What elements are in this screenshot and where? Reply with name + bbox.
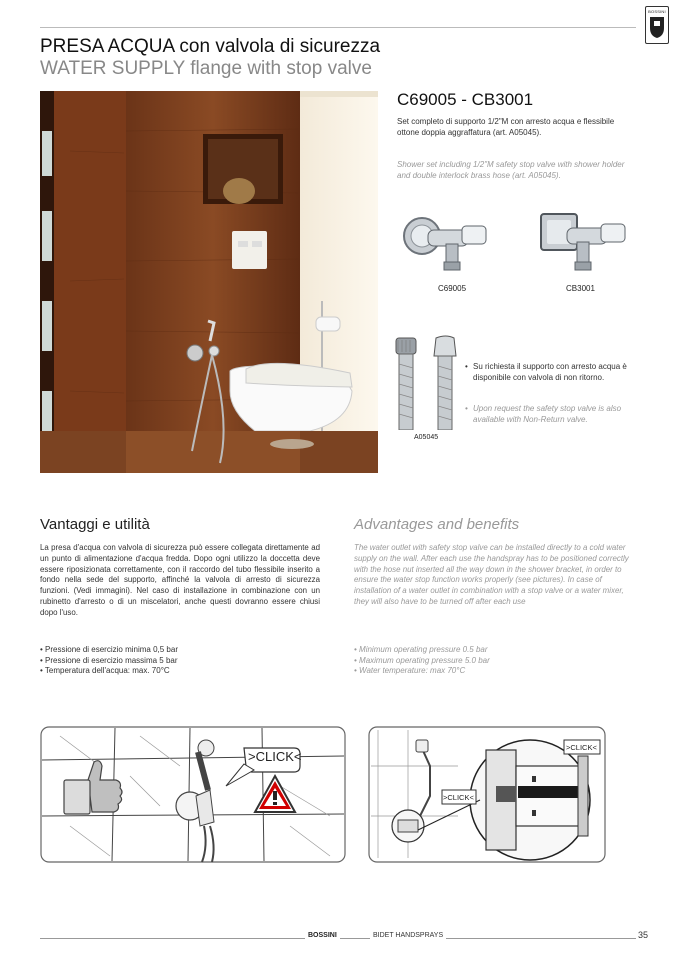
title-it-bold: PRESA ACQUA: [40, 36, 175, 57]
product-c69005-image: [398, 208, 498, 278]
note-english: • Upon request the safety stop valve is also available with Non-Return valve.: [465, 404, 622, 424]
list-item: • Pressione di esercizio minima 0,5 bar: [40, 645, 178, 654]
advantages-body-italian: La presa d'acqua con valvola di sicurezza può essere collegata direttamente ad un punto di alimentazione d'acqua fredda. Dopo ogni utilizzo la doccetta deve essere riposizionata correttamente, con il raccordo del tubo flessibile inserito a fondo nella sede del supporto, affinché la valvola di arresto di sicurezza funzioni. (Vedi immagini). Nel caso di installazione in combinazione con un rubinetto d'arresto o di un miscelatori, anche questi dovranno essere chiusi dopo l'uso.: [40, 543, 320, 617]
list-item: • Water temperature: max 70°C: [354, 666, 466, 675]
click-label-3: >CLICK<: [443, 793, 474, 802]
logo-text: BOSSINI: [648, 9, 666, 14]
brand-logo: [645, 6, 669, 44]
product-cb3001-label: CB3001: [566, 284, 595, 293]
list-item: • Maximum operating pressure 5.0 bar: [354, 655, 490, 665]
product-cb3001-image: [535, 206, 635, 278]
list-item: • Pressione di esercizio massima 5 bar: [40, 655, 178, 665]
click-label-2: >CLICK<: [566, 743, 597, 752]
footer-brand: BOSSINI: [305, 932, 340, 939]
installation-illustration-1: [40, 726, 346, 863]
installation-illustration-2: [368, 726, 606, 863]
bathroom-photo: [40, 91, 378, 473]
list-item: • Minimum operating pressure 0.5 bar: [354, 645, 488, 654]
header-rule: [40, 27, 636, 28]
advantages-heading-italian: Vantaggi e utilità: [40, 516, 150, 533]
logo-emblem-icon: [646, 14, 668, 40]
page-title-italian: [40, 36, 380, 58]
product-c69005-label: C69005: [438, 284, 467, 293]
specs-list-english: [354, 645, 490, 677]
hose-image: [388, 334, 468, 430]
hose-label: A05045: [414, 434, 439, 441]
click-label-1: >CLICK<: [248, 749, 302, 764]
advantages-body-english: The water outlet with safety stop valve can be installed directly to a cold water supply on the wall. After each use the handspray has to be positioned correctly with the hose nut inserted all the way down in the shower bracket, in order to ensure the water stop function works properly (see pictures). In case of installation of a water outlet in combination with a stop valve or a water mixer, they will also have to be turned off after each use: [354, 543, 629, 606]
product-codes: C69005 - CB3001: [397, 90, 534, 109]
title-en-bold: WATER SUPPLY: [40, 58, 185, 79]
title-it-rest: con valvola di sicurezza: [174, 36, 381, 57]
advantages-heading-english: Advantages and benefits: [354, 516, 520, 533]
note-italian: • Su richiesta il supporto con arresto acqua è disponibile con valvola di non ritorno.: [465, 362, 627, 382]
note-italian-text: Su richiesta il supporto con arresto acqua è disponibile con valvola di non ritorno.: [473, 362, 627, 382]
page-number: 35: [638, 930, 649, 940]
title-en-rest: flange with stop valve: [185, 58, 372, 79]
product-description-italian: Set completo di supporto 1/2"M con arresto acqua e flessibile ottone doppia aggraffatura (art. A05045).: [397, 117, 615, 137]
page-title-english: [40, 58, 372, 80]
footer-category: BIDET HANDSPRAYS: [370, 932, 446, 939]
specs-list-italian: [40, 645, 178, 677]
note-english-text: Upon request the safety stop valve is also available with Non-Return valve.: [473, 404, 622, 424]
list-item: • Temperatura dell'acqua: max. 70°C: [40, 666, 170, 675]
product-description-english: Shower set including 1/2"M safety stop valve with shower holder and double interlock brass hose (art. A05045).: [397, 160, 625, 180]
